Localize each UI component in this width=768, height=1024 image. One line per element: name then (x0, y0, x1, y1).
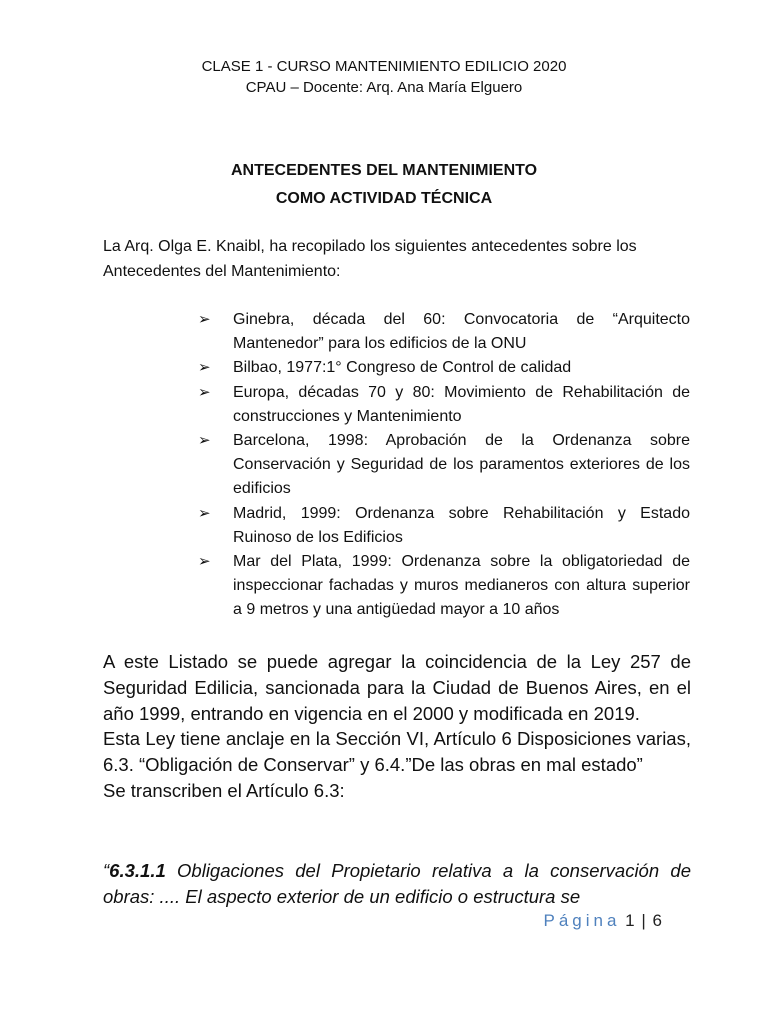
arrow-bullet-icon: ➢ (198, 432, 211, 450)
arrow-bullet-icon: ➢ (198, 383, 211, 401)
page-total: 6 (652, 911, 664, 930)
intro-paragraph: La Arq. Olga E. Knaibl, ha recopilado los siguientes antecedentes sobre los Antecedentes del Mantenimiento: (103, 238, 637, 280)
arrow-bullet-icon: ➢ (198, 359, 211, 377)
list-item-text: Europa, décadas 70 y 80: Movimiento de Rehabilitación de construcciones y Mantenimiento (233, 383, 690, 425)
header-teacher-line: CPAU – Docente: Arq. Ana María Elguero (245, 79, 523, 96)
list-item (198, 381, 690, 429)
list-item-text: Barcelona, 1998: Aprobación de la Ordenanza sobre Conservación y Seguridad de los paramentos exteriores de los edificios (233, 432, 690, 498)
list-item-text: Ginebra, década del 60: Convocatoria de “Arquitecto Mantenedor” para los edificios de la ONU (233, 311, 690, 353)
document-title (0, 157, 768, 213)
list-item-text: Bilbao, 1977:1° Congreso de Control de calidad (233, 359, 572, 377)
article-number: 6.3.1.1 (109, 860, 166, 881)
list-item-text: Madrid, 1999: Ordenanza sobre Rehabilitación y Estado Ruinoso de los Edificios (233, 504, 690, 546)
page-number: 1 (625, 911, 637, 930)
page-separator: | (641, 911, 648, 930)
title-line-1: ANTECEDENTES DEL MANTENIMIENTO (230, 162, 538, 179)
page-label: Página (543, 911, 621, 930)
list-item-text: Mar del Plata, 1999: Ordenanza sobre la obligatoriedad de inspeccionar fachadas y muros medianeros con altura superior a 9 metros y una antigüedad mayor a 10 años (233, 553, 690, 619)
law-anchor-paragraph: Esta Ley tiene anclaje en la Sección VI, Artículo 6 Disposiciones varias, 6.3. “Obligación de Conservar” y 6.4.”De las obras en mal estado” (103, 728, 691, 776)
antecedents-list (198, 308, 690, 623)
arrow-bullet-icon: ➢ (198, 311, 211, 328)
arrow-bullet-icon: ➢ (198, 553, 211, 571)
header-course-line: CLASE 1 - CURSO MANTENIMIENTO EDILICIO 2020 (201, 58, 567, 75)
list-item (198, 502, 690, 550)
title-line-2: COMO ACTIVIDAD TÉCNICA (275, 190, 493, 207)
quote-open-mark: “ (103, 860, 110, 881)
list-item (198, 550, 690, 623)
quote-text: Obligaciones del Propietario relativa a la conservación de obras: .... El aspecto exterior de un edificio o estructura se (103, 860, 691, 907)
article-quote (103, 858, 691, 910)
law-paragraph: A este Listado se puede agregar la coincidencia de la Ley 257 de Seguridad Edilicia, sancionada para la Ciudad de Buenos Aires, en el año 1999, entrando en vigencia en el 2000 y modificada en 2019. (103, 651, 691, 724)
list-item (198, 308, 690, 356)
list-item (198, 429, 690, 502)
document-header (0, 56, 768, 98)
transcription-intro: Se transcriben el Artículo 6.3: (103, 779, 345, 801)
list-item (198, 356, 690, 380)
page-footer (0, 910, 664, 932)
arrow-bullet-icon: ➢ (198, 504, 211, 522)
body-text (103, 649, 691, 804)
